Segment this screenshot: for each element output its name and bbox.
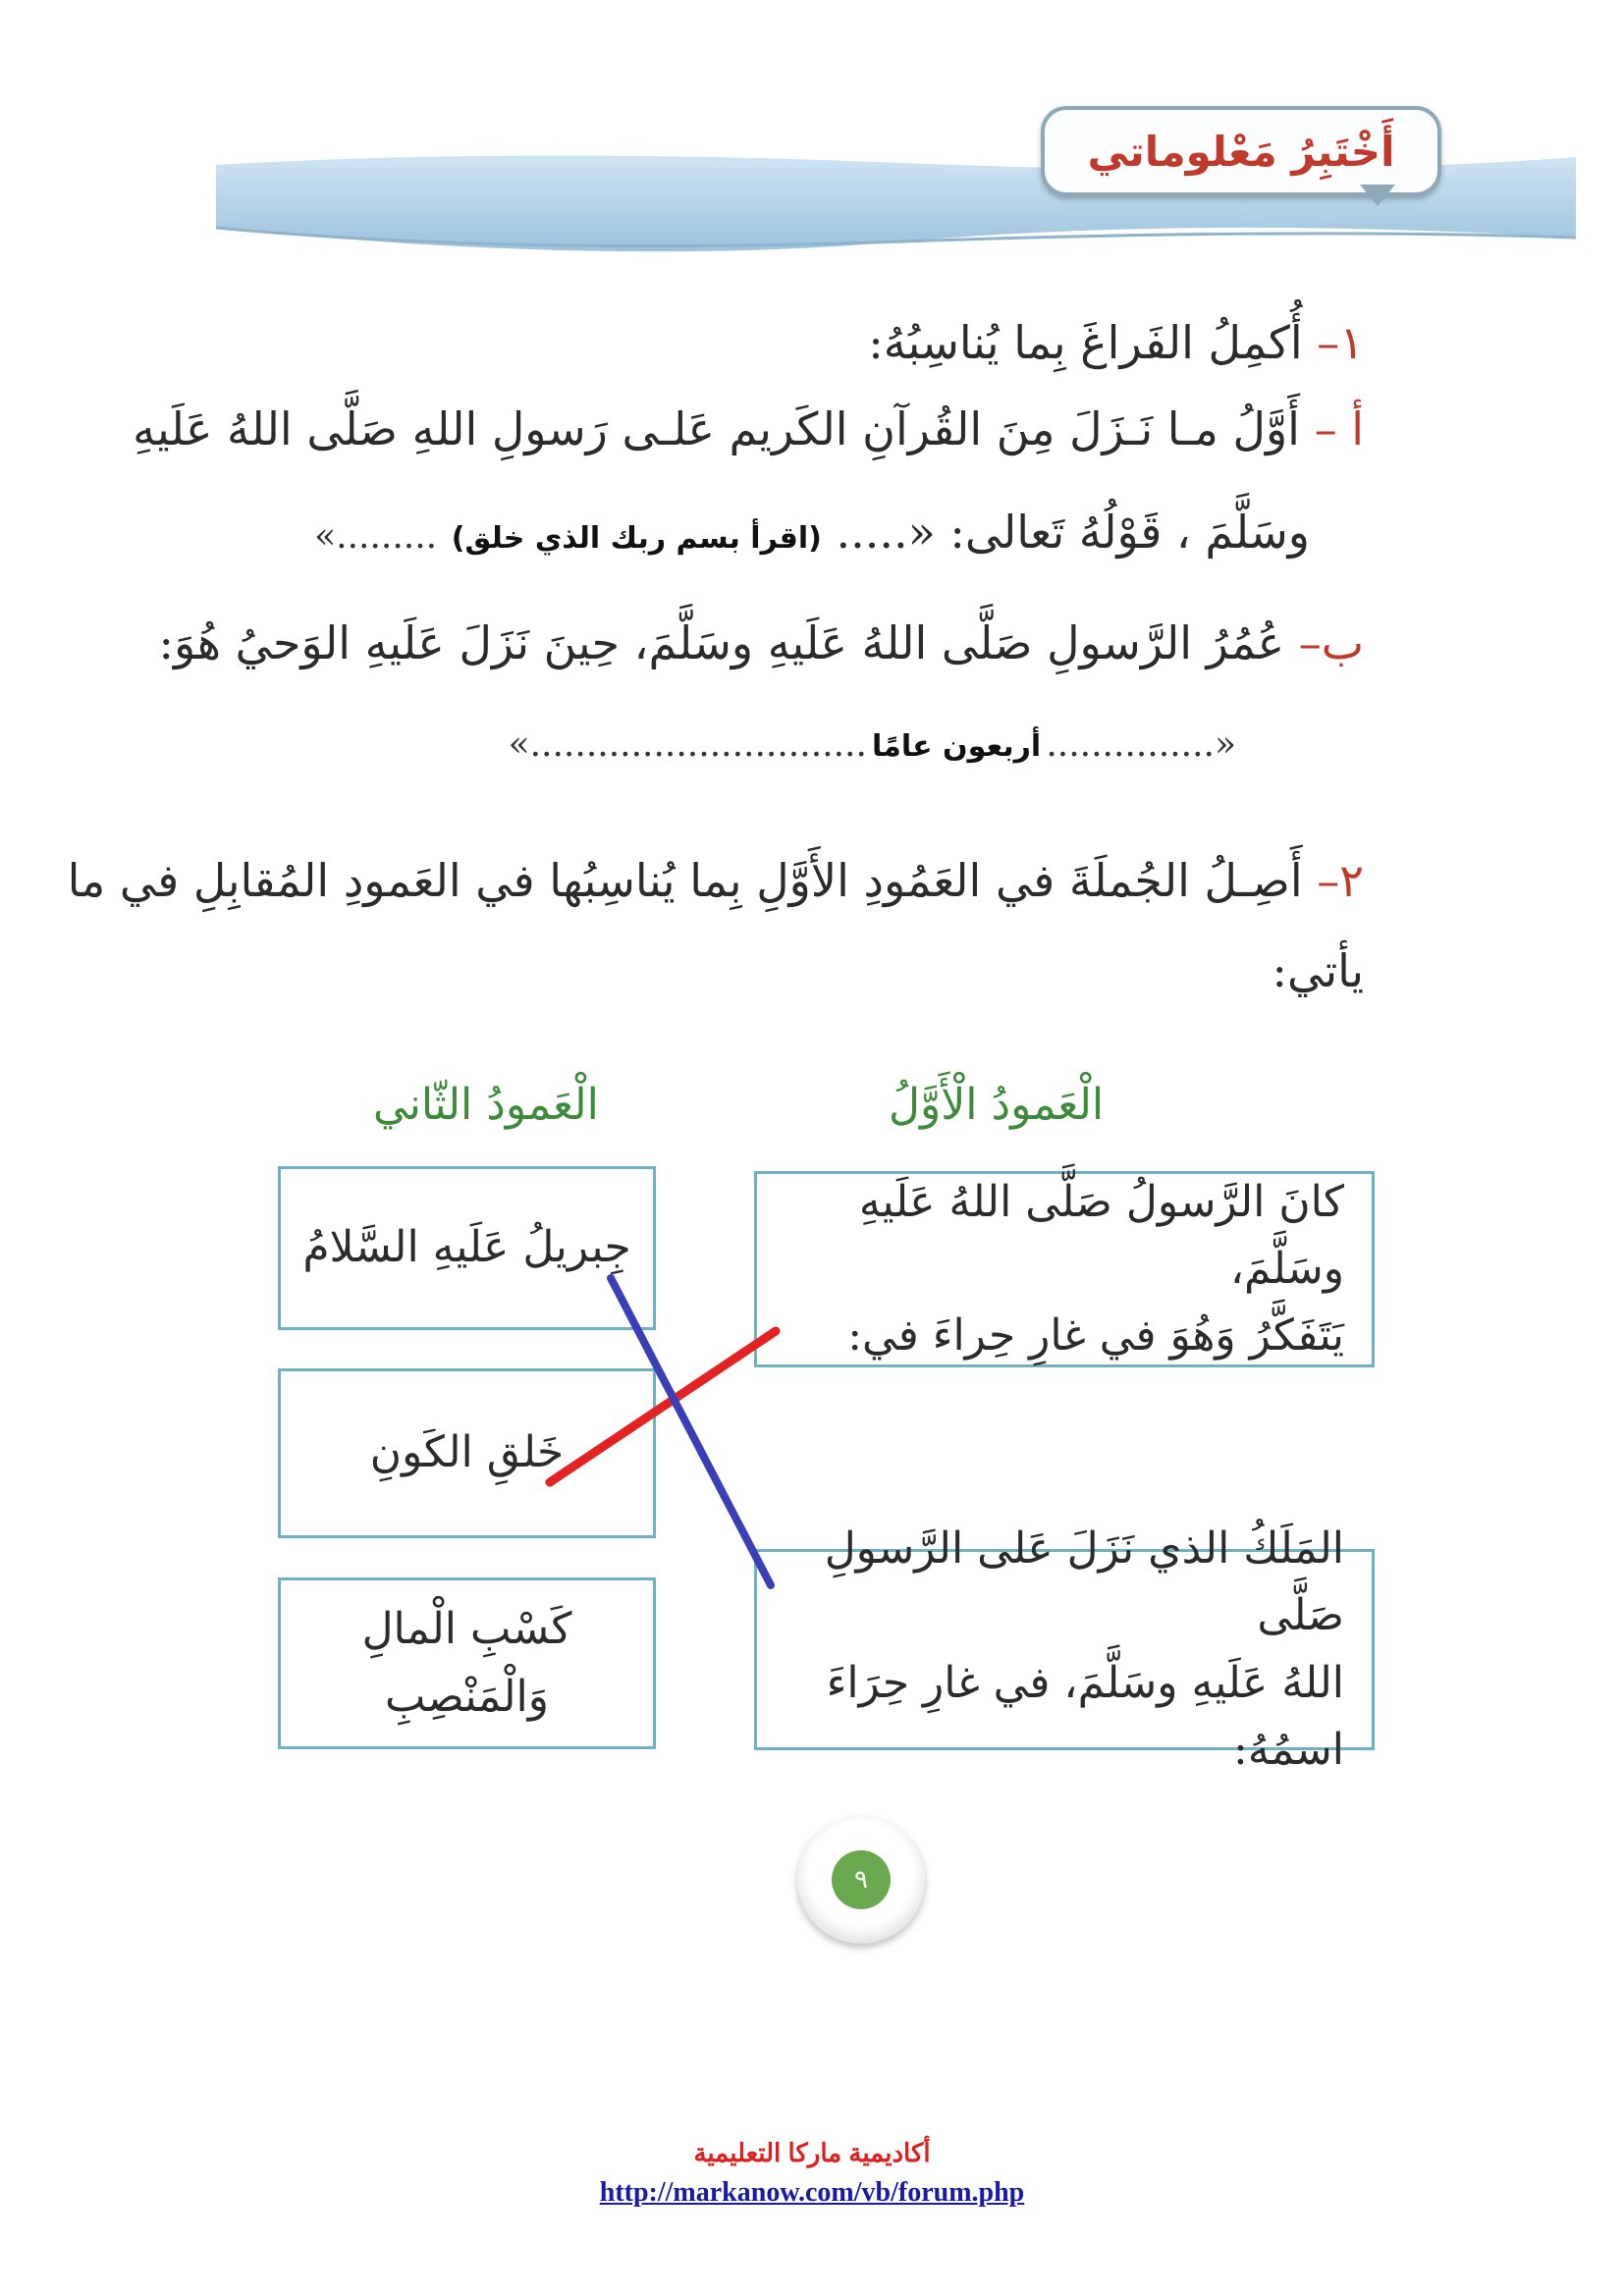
column-1-item-1-line2: يَتَفَكَّرُ وَهُوَ في غارِ حِراءَ في: (847, 1310, 1344, 1362)
column-2-heading: الْعَمودُ الثّاني (373, 1080, 599, 1130)
question-1a-prefix: وسَلَّمَ ، قَوْلُهُ تَعالى: «..... (836, 506, 1310, 559)
column-1-heading: الْعَمودُ الْأَوَّلُ (889, 1080, 1105, 1130)
question-1-number: ١– (1317, 316, 1364, 369)
footer-link[interactable]: http://markanow.com/vb/forum.php (599, 2177, 1025, 2208)
question-1b-text: عُمُرُ الرَّسولِ صَلَّى اللهُ عَلَيهِ وسَلَّمَ، حِينَ نَزَلَ عَلَيهِ الوَحيُ هُوَ: (158, 616, 1285, 669)
question-1b-dots-close: ..............................» (508, 724, 867, 765)
question-2-number: ٢– (1317, 854, 1364, 907)
question-1b-dots-open: «............... (1046, 724, 1236, 765)
column-1-item-2-line2: اللهُ عَلَيهِ وسَلَّمَ، في غارِ حِرَاءَ اسمُهُ: (826, 1657, 1344, 1775)
question-1-text: أُكمِلُ الفَراغَ بِما يُناسِبُهُ: (868, 316, 1303, 369)
question-2-text: أَصِـلُ الجُملَةَ في العَمُودِ الأَوَّلِ بِما يُناسِبُها في العَمودِ المُقابِلِ في ما (67, 854, 1303, 907)
question-1a-text: أَوَّلُ مـا نَـزَلَ مِنَ القُرآنِ الكَريم عَلـى رَسولِ اللهِ صَلَّى اللهُ عَلَيهِ (133, 402, 1300, 455)
page-number: ٩ (832, 1850, 891, 1909)
column-1-item-1-line1: كانَ الرَّسولُ صَلَّى اللهُ عَلَيهِ وسَلَّمَ، (858, 1176, 1344, 1294)
column-2-item-3-text: كَسْبِ الْمالِ وَالْمَنْصِبِ (361, 1604, 572, 1722)
question-1b-answer: أربعون عامًا (872, 729, 1042, 764)
question-1a-answer: (اقرأ بسم ربك الذي خلق) (451, 521, 822, 556)
column-2-item-2-text: خَلقِ الكَونِ (369, 1427, 565, 1478)
question-2-prompt-line2: يأتي: (1272, 944, 1364, 997)
match-line-red (550, 1331, 776, 1482)
question-1a-suffix: .........» (314, 516, 438, 557)
footer-title: أكاديمية ماركا التعليمية (693, 2138, 931, 2167)
column-1-item-2-line1: المَلَكُ الذي نَزَلَ عَلى الرَّسولِ صَلَّى (824, 1523, 1344, 1641)
match-line-blue (611, 1278, 771, 1585)
question-1a-label: أ – (1314, 402, 1364, 455)
question-1b-label: ب– (1298, 616, 1364, 669)
page-title: أَخْتَبِرُ مَعْلوماتي (1041, 106, 1441, 196)
column-2-item-1-text: جِبريلُ عَلَيهِ السَّلامُ (302, 1222, 631, 1273)
